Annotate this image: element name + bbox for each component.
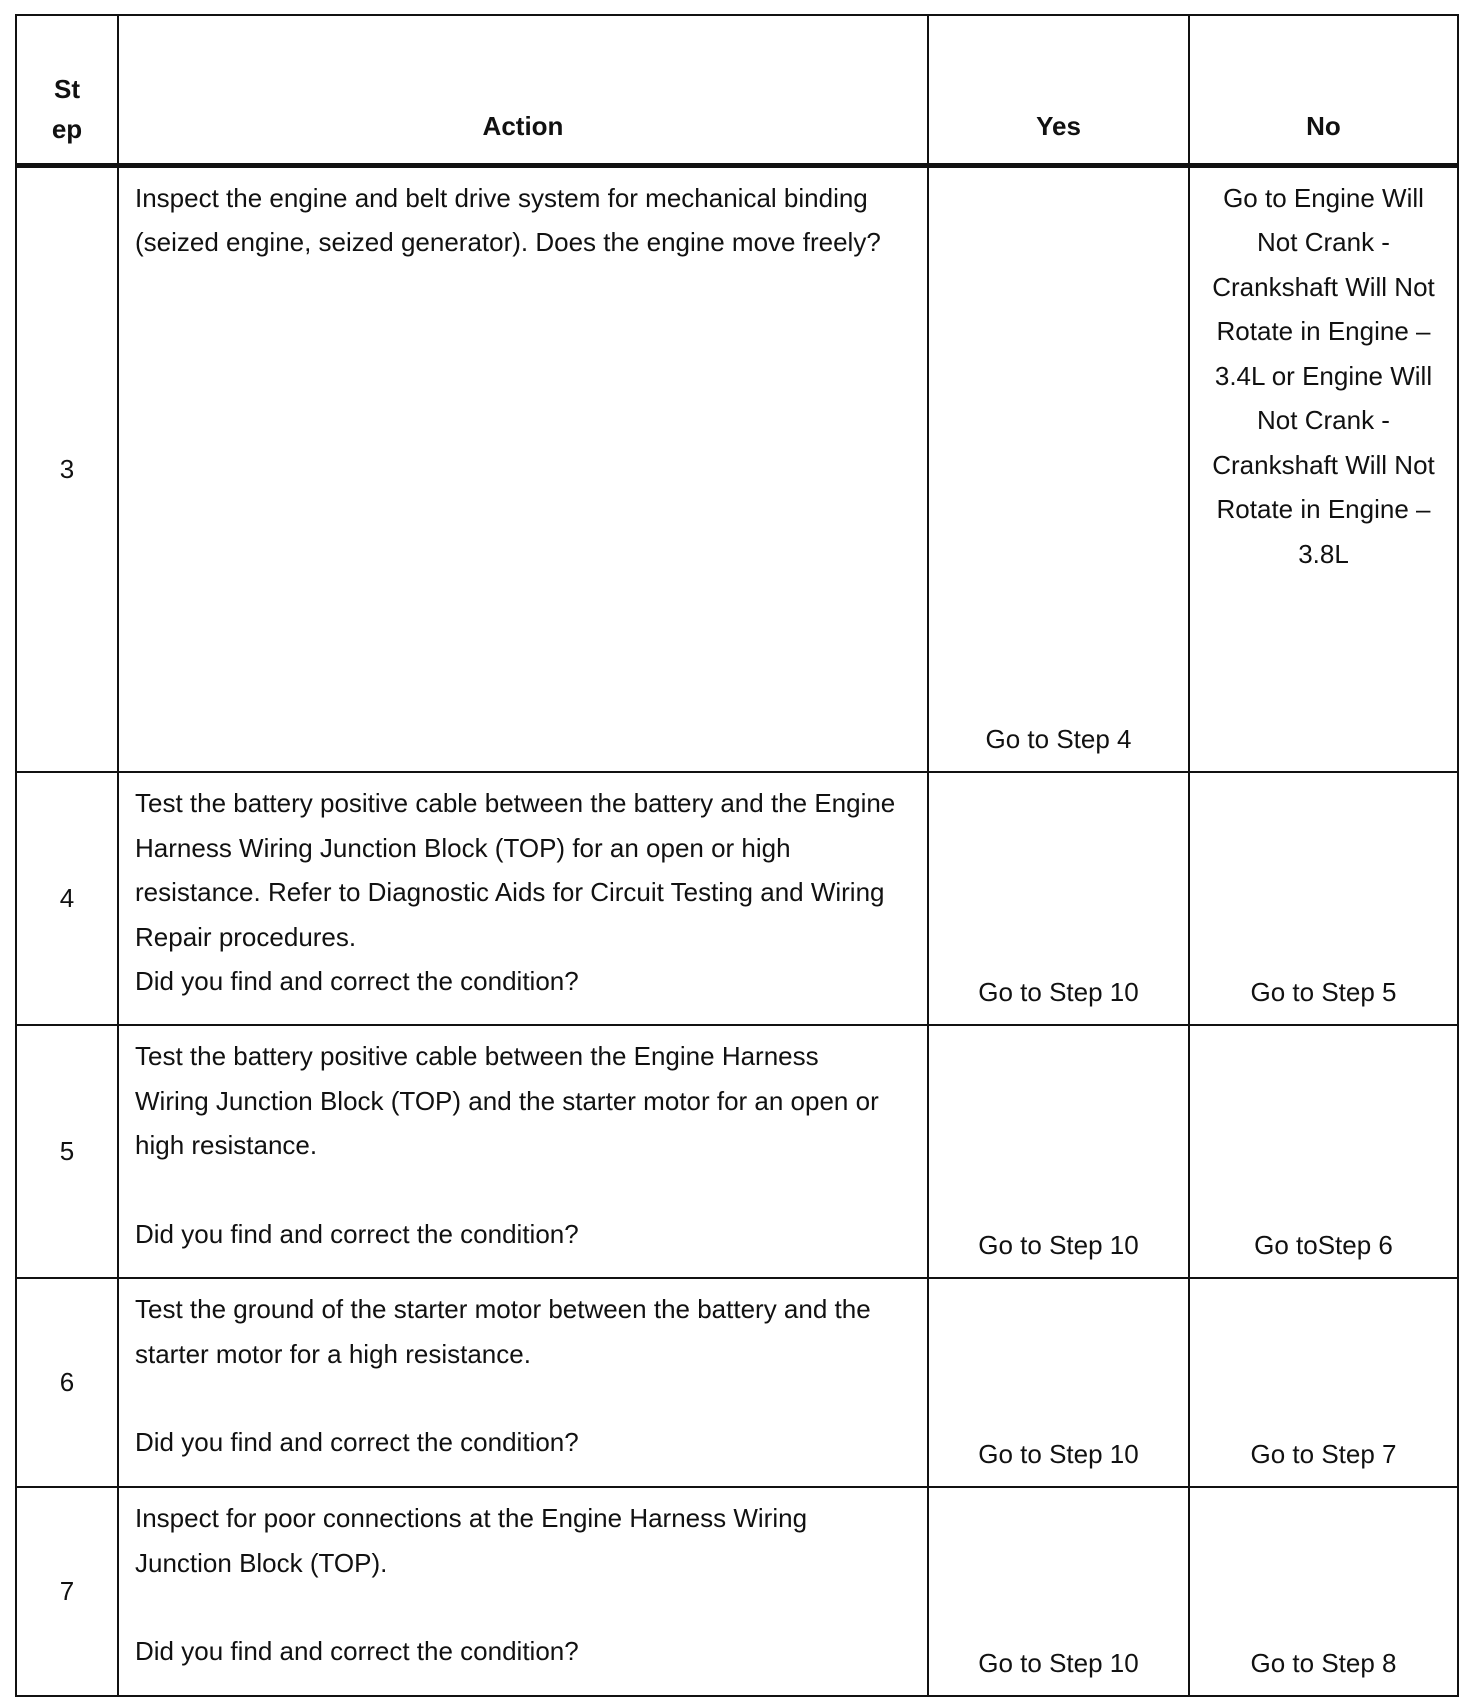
action-description: Test the battery positive cable between the battery and the Engine Harness Wiring Junction Block (TOP) for an open or high resistance. Refer to Diagnostic Aids for Circuit Testing and Wiring Repair procedures. <box>135 788 896 952</box>
yes-result: Go to Step 10 <box>928 772 1189 1025</box>
no-result: Go toStep 6 <box>1189 1025 1458 1278</box>
action-question: Did you find and correct the condition? <box>135 1427 579 1457</box>
header-step: St ep <box>16 15 118 165</box>
no-result: Go to Step 8 <box>1189 1487 1458 1696</box>
yes-result: Go to Step 10 <box>928 1025 1189 1278</box>
yes-result: Go to Step 10 <box>928 1278 1189 1487</box>
table-row <box>16 772 1458 1025</box>
action-question: Did you find and correct the condition? <box>135 1218 579 1249</box>
table-row <box>16 165 1458 772</box>
header-yes: Yes <box>928 15 1189 165</box>
action-description: Inspect for poor connections at the Engine Harness Wiring Junction Block (TOP). <box>135 1503 808 1578</box>
table-row <box>16 1487 1458 1696</box>
action-text <box>118 1025 928 1278</box>
header-row <box>16 15 1458 165</box>
diagnostic-table <box>15 14 1459 1697</box>
action-description: Test the battery positive cable between the Engine Harness Wiring Junction Block (TOP) and the starter motor for an open or high resistance. <box>135 1041 879 1160</box>
step-number: 3 <box>16 165 118 772</box>
step-number: 7 <box>16 1487 118 1696</box>
table-row <box>16 1025 1458 1278</box>
action-text <box>118 1278 928 1487</box>
step-number: 4 <box>16 772 118 1025</box>
step-number: 5 <box>16 1025 118 1278</box>
action-description: Test the ground of the starter motor between the battery and the starter motor for a high resistance. <box>135 1294 871 1369</box>
header-no: No <box>1189 15 1458 165</box>
yes-result: Go to Step 4 <box>928 165 1189 772</box>
action-text <box>118 165 928 772</box>
action-text <box>118 1487 928 1696</box>
header-action: Action <box>118 15 928 165</box>
table-row <box>16 1278 1458 1487</box>
action-description: Inspect the engine and belt drive system for mechanical binding (seized engine, seized generator). Does the engine move freely? <box>135 182 881 257</box>
action-text <box>118 772 928 1025</box>
yes-result: Go to Step 10 <box>928 1487 1189 1696</box>
no-result: Go to Step 7 <box>1189 1278 1458 1487</box>
action-question: Did you find and correct the condition? <box>135 966 579 996</box>
no-result: Go to Engine Will Not Crank - Crankshaft Will Not Rotate in Engine – 3.4L or Engine Will Not Crank - Crankshaft Will Not Rotate in Engine – 3.8L <box>1189 165 1458 772</box>
action-question: Did you find and correct the condition? <box>135 1636 579 1666</box>
no-result: Go to Step 5 <box>1189 772 1458 1025</box>
step-number: 6 <box>16 1278 118 1487</box>
